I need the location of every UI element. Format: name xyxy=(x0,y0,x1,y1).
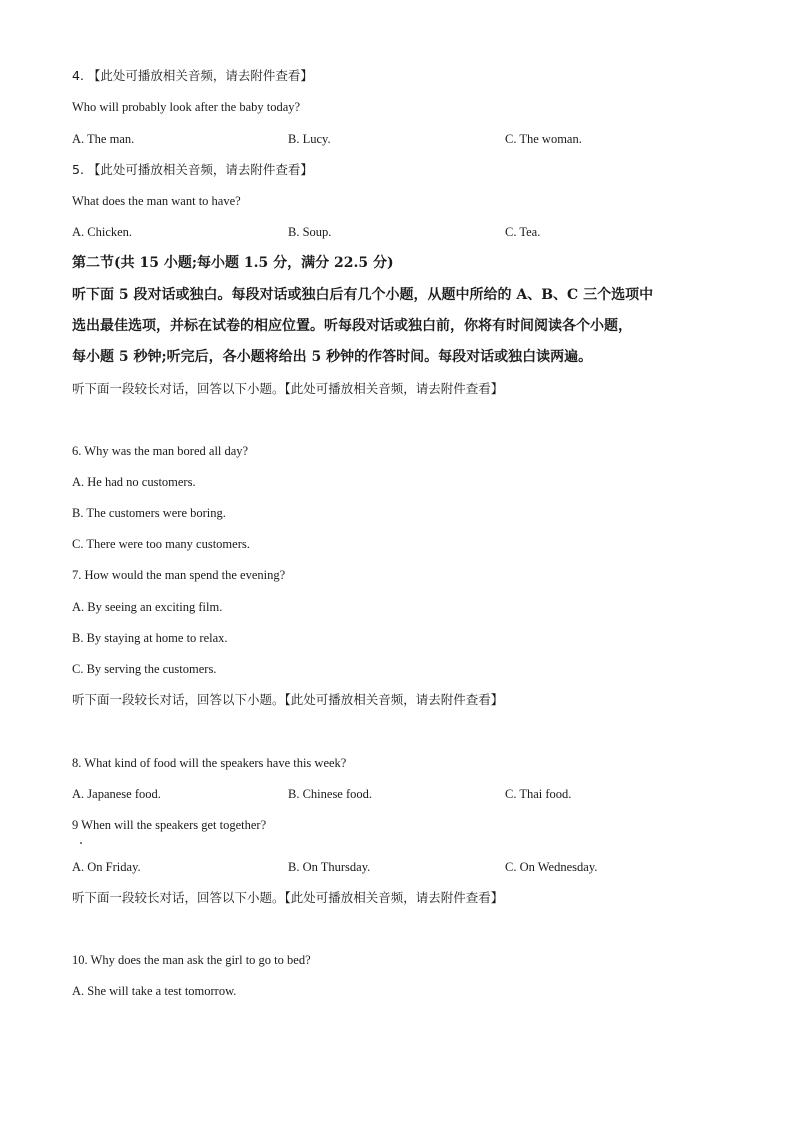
question-9-stem: 9 When will the speakers get together? xyxy=(72,818,267,832)
question-8-stem: 8. What kind of food will the speakers have this week? xyxy=(72,756,347,770)
question-10-stem: 10. Why does the man ask the girl to go to bed? xyxy=(72,953,311,967)
question-7-stem: 7. How would the man spend the evening? xyxy=(72,568,286,582)
question-7-option-c[interactable]: C. By serving the customers. xyxy=(72,662,217,676)
question-5-stem: What does the man want to have? xyxy=(72,194,241,208)
section-2-instruction-3: 每小题 5 秒钟;听完后，各小题将给出 5 秒钟的作答时间。每段对话或独白读两遍。 xyxy=(72,349,593,365)
question-10-option-a[interactable]: A. She will take a test tomorrow. xyxy=(72,984,237,998)
question-6-option-a[interactable]: A. He had no customers. xyxy=(72,475,196,489)
section-2-instruction-1: 听下面 5 段对话或独白。每段对话或独白后有几个小题，从题中所给的 A、B、C 三个选项中 xyxy=(72,287,654,303)
question-6-option-c[interactable]: C. There were too many customers. xyxy=(72,537,250,551)
option-c[interactable]: C. The woman. xyxy=(505,132,582,146)
question-4-header: 4. 【此处可播放相关音频，请去附件查看】 xyxy=(72,68,313,83)
section-2-instruction-2: 选出最佳选项，并标在试卷的相应位置。听每段对话或独白前，你将有时间阅读各个小题， xyxy=(72,318,632,334)
dialogue-intro: 听下面一段较长对话，回答以下小题。【此处可播放相关音频，请去附件查看】 xyxy=(72,890,504,905)
question-6-option-b[interactable]: B. The customers were boring. xyxy=(72,506,226,520)
option-c[interactable]: C. On Wednesday. xyxy=(505,860,598,874)
option-a[interactable]: A. On Friday. xyxy=(72,860,141,874)
dialogue-intro: 听下面一段较长对话，回答以下小题。【此处可播放相关音频，请去附件查看】 xyxy=(72,692,504,707)
question-7-option-a[interactable]: A. By seeing an exciting film. xyxy=(72,600,223,614)
question-5-header: 5. 【此处可播放相关音频，请去附件查看】 xyxy=(72,162,313,177)
option-b[interactable]: B. Soup. xyxy=(288,225,332,239)
option-c[interactable]: C. Tea. xyxy=(505,225,541,239)
dialogue-intro: 听下面一段较长对话，回答以下小题。【此处可播放相关音频，请去附件查看】 xyxy=(72,381,504,396)
stray-dot xyxy=(80,842,82,844)
question-7-option-b[interactable]: B. By staying at home to relax. xyxy=(72,631,228,645)
option-a[interactable]: A. Chicken. xyxy=(72,225,133,239)
section-2-heading: 第二节(共 15 小题;每小题 1.5 分，满分 22.5 分) xyxy=(72,255,394,271)
option-b[interactable]: B. On Thursday. xyxy=(288,860,371,874)
option-c[interactable]: C. Thai food. xyxy=(505,787,572,801)
option-b[interactable]: B. Chinese food. xyxy=(288,787,373,801)
question-6-stem: 6. Why was the man bored all day? xyxy=(72,444,249,458)
option-b[interactable]: B. Lucy. xyxy=(288,132,331,146)
option-a[interactable]: A. Japanese food. xyxy=(72,787,161,801)
question-4-stem: Who will probably look after the baby today? xyxy=(72,100,301,114)
option-a[interactable]: A. The man. xyxy=(72,132,135,146)
